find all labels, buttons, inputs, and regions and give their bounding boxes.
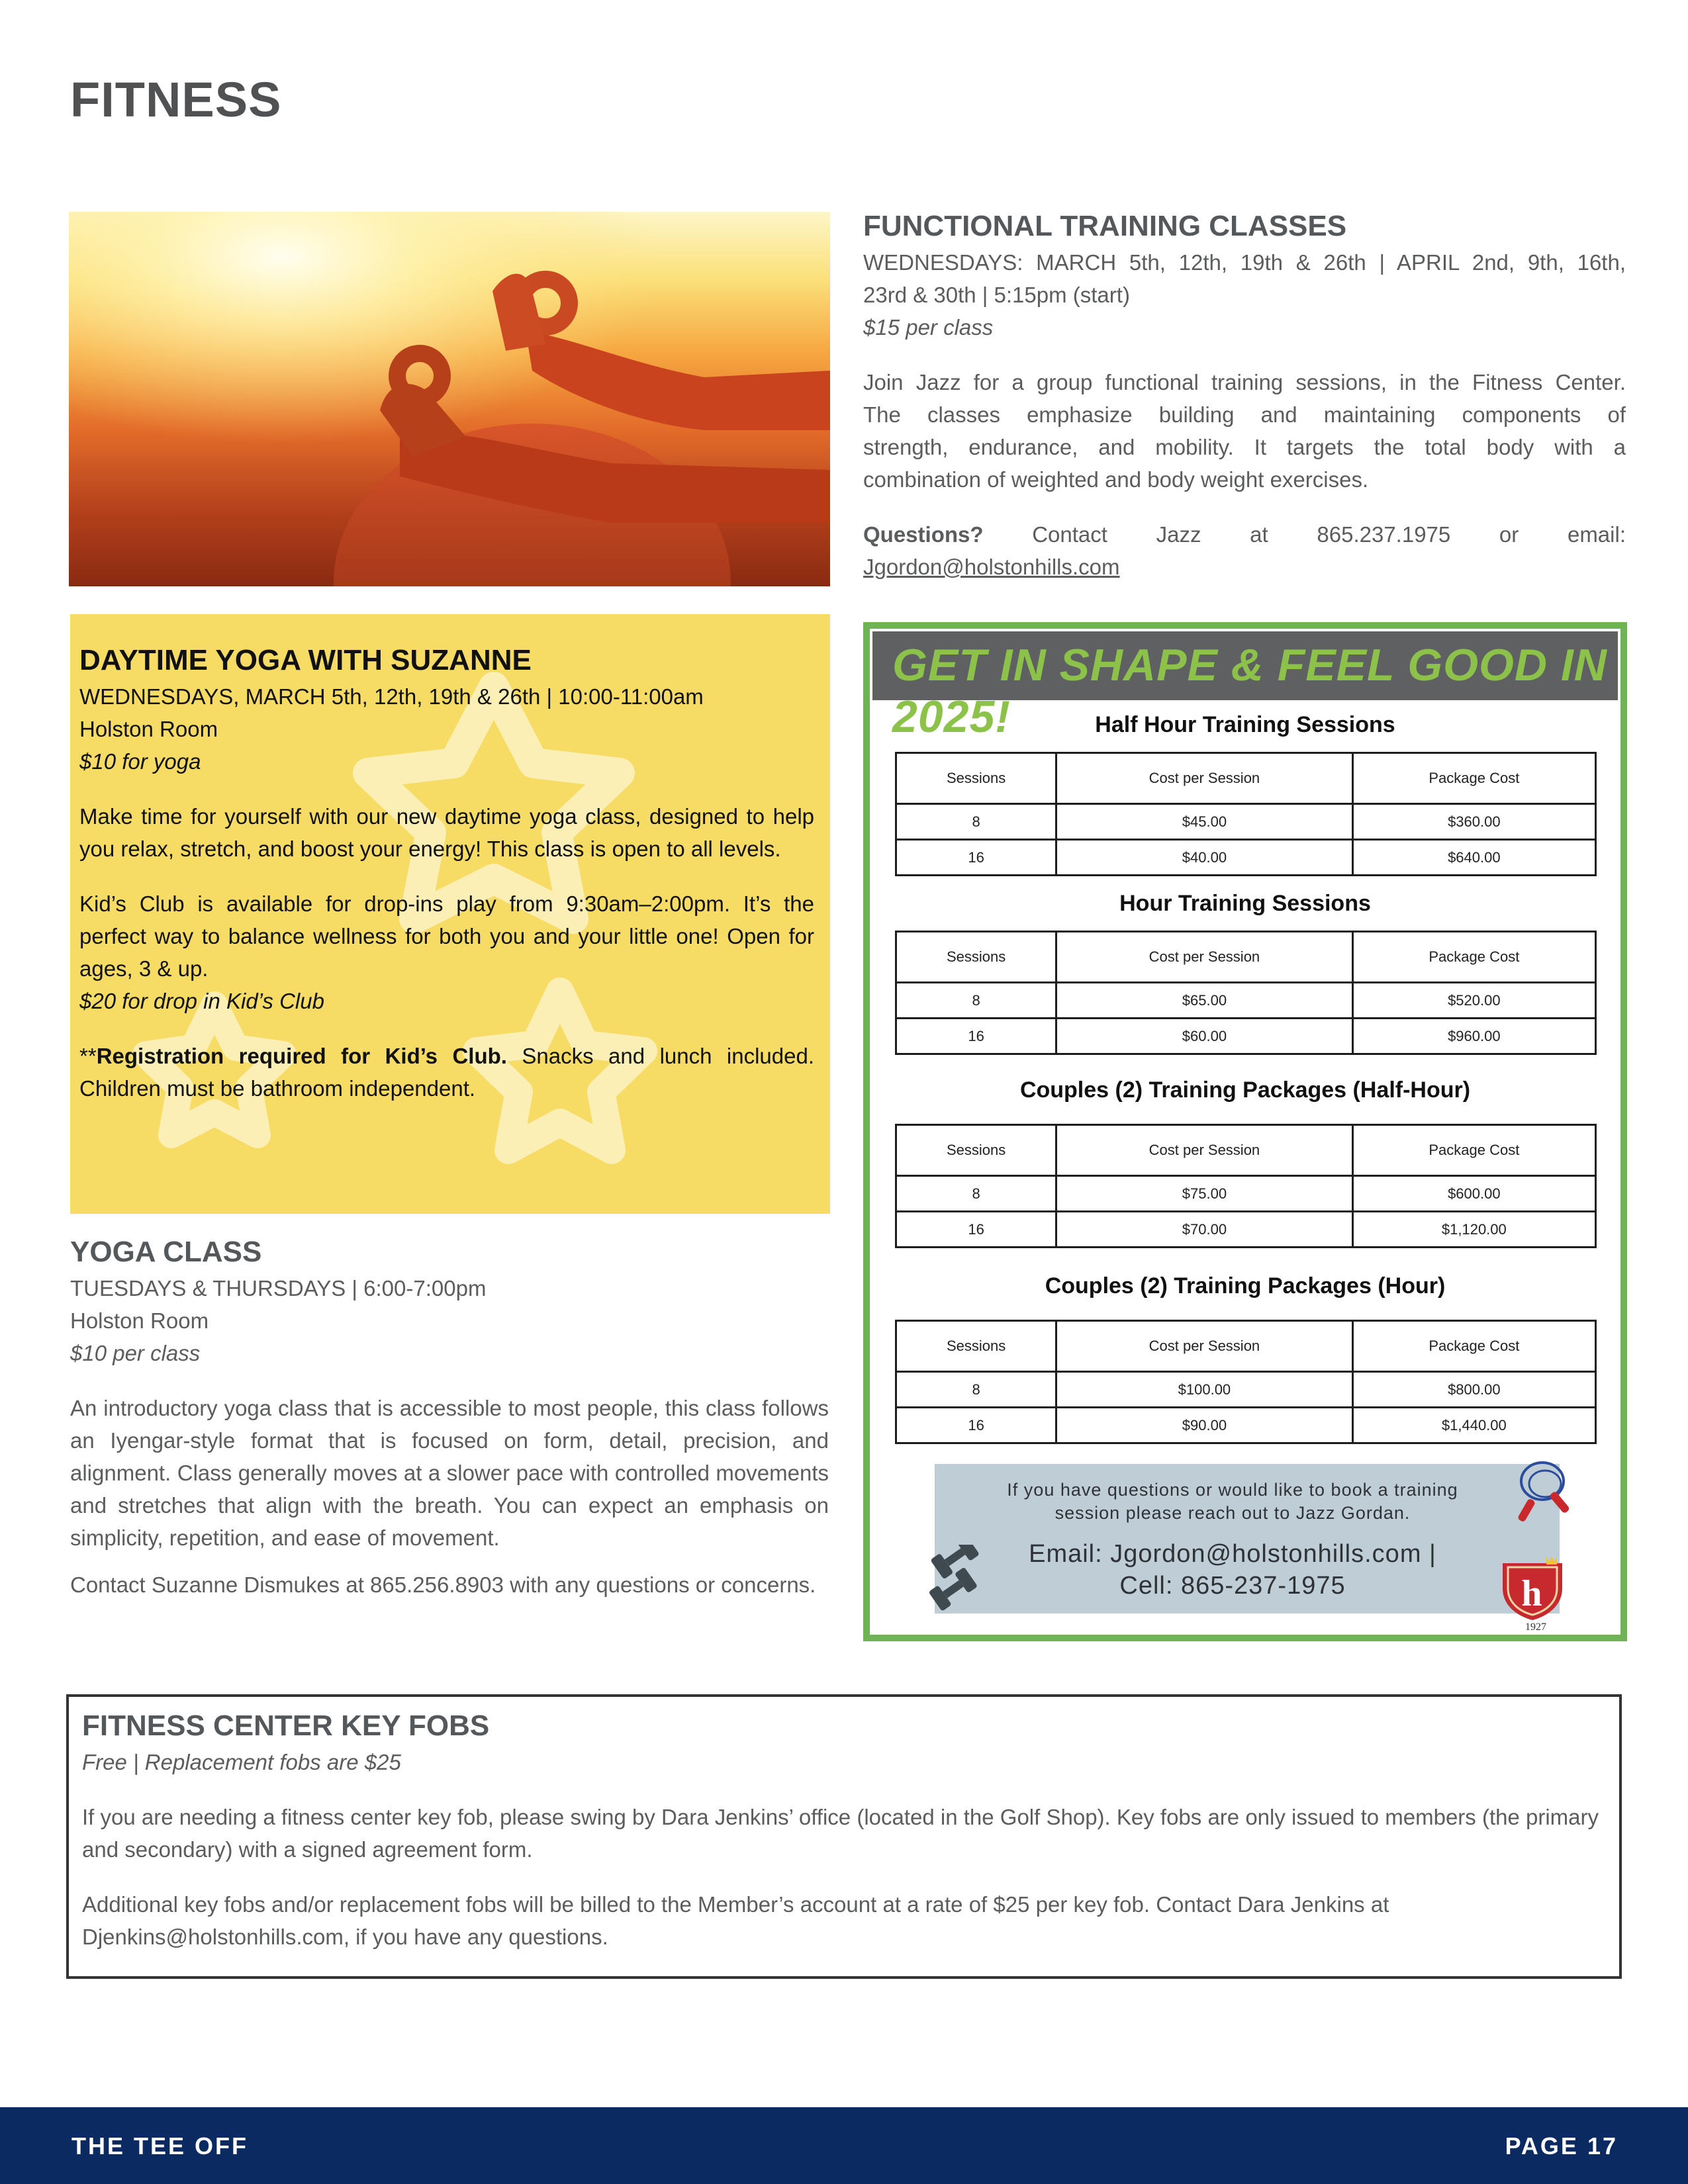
col-header-package: Package Cost	[1352, 753, 1595, 804]
functional-desc-line: The classes emphasize building and maintaining components of	[863, 402, 1626, 427]
booking-info-box	[935, 1464, 1560, 1614]
training-pricing-box	[863, 622, 1627, 1641]
table-cell: $45.00	[1056, 804, 1353, 840]
table-cell: $65.00	[1056, 983, 1353, 1019]
key-fobs-p1: If you are needing a fitness center key fob, please swing by Dara Jenkins’ office (located in the Golf Shop). Key fobs are only issued to members (the primary and secondary) with a signed agreement form.	[82, 1805, 1599, 1862]
yoga-class-section	[70, 1232, 829, 1601]
daytime-yoga-location: Holston Room	[79, 717, 218, 741]
table-cell: 8	[896, 1176, 1056, 1212]
table-cell: $640.00	[1352, 840, 1595, 876]
functional-price: $15 per class	[863, 315, 994, 340]
registration-note	[79, 1040, 814, 1105]
table-title: Couples (2) Training Packages (Half-Hour)	[1019, 1077, 1471, 1103]
kids-club-desc: Kid’s Club is available for drop-ins play from 9:30am–2:00pm. It’s the perfect way to balance wellness for both you and your little one! Open for ages, 3 & up.	[79, 891, 814, 981]
crest-year: 1927	[1525, 1621, 1546, 1633]
functional-email-link[interactable]: Jgordon@holstonhills.com	[863, 555, 1120, 579]
pricing-table-hour	[895, 931, 1597, 1055]
table-cell: $960.00	[1352, 1019, 1595, 1054]
yoga-class-title: YOGA CLASS	[70, 1236, 262, 1268]
daytime-yoga-box	[70, 614, 830, 1214]
crest-letter: h	[1521, 1573, 1542, 1614]
booking-question: If you have questions or would like to book a training session please reach out to Jazz Gordan.	[1007, 1480, 1458, 1523]
table-cell: $1,120.00	[1352, 1212, 1595, 1248]
table-cell: 8	[896, 983, 1056, 1019]
key-fobs-section	[66, 1694, 1622, 1979]
questions-label: Questions?	[863, 522, 984, 547]
table-cell: 16	[896, 1408, 1056, 1443]
col-header-sessions: Sessions	[896, 753, 1056, 804]
questions-text: Contact Jazz at 865.237.1975 or email:	[983, 522, 1626, 547]
pricing-table-couples-half-hour	[895, 1124, 1597, 1248]
yoga-class-schedule: TUESDAYS & THURSDAYS | 6:00-7:00pm	[70, 1276, 487, 1300]
table-cell: $1,440.00	[1352, 1408, 1595, 1443]
table-cell: 8	[896, 804, 1056, 840]
yoga-hands-photo	[69, 212, 830, 586]
table-cell: $520.00	[1352, 983, 1595, 1019]
col-header-sessions: Sessions	[896, 1321, 1056, 1372]
col-header-cost: Cost per Session	[1056, 932, 1353, 983]
jump-rope-icon	[1516, 1457, 1595, 1530]
table-cell: $60.00	[1056, 1019, 1353, 1054]
pricing-table-half-hour	[895, 752, 1597, 876]
col-header-package: Package Cost	[1352, 1321, 1595, 1372]
col-header-cost: Cost per Session	[1056, 1125, 1353, 1176]
table-cell: $40.00	[1056, 840, 1353, 876]
page-title: FITNESS	[70, 72, 282, 127]
footer-page-number: PAGE 17	[1505, 2132, 1618, 2160]
pricing-table-couples-hour	[895, 1320, 1597, 1444]
daytime-yoga-desc: Make time for yourself with our new daytime yoga class, designed to help you relax, stretch, and boost your energy! This class is open to all levels.	[79, 804, 814, 861]
functional-questions	[863, 518, 1626, 551]
table-title: Half Hour Training Sessions	[1095, 712, 1395, 737]
training-banner-text: GET IN SHAPE & FEEL GOOD IN 2025!	[892, 640, 1607, 742]
col-header-sessions: Sessions	[896, 932, 1056, 983]
table-cell: 16	[896, 840, 1056, 876]
functional-desc-line: Join Jazz for a group functional training sessions, in the Fitness Center.	[863, 370, 1626, 394]
yoga-class-desc: An introductory yoga class that is accessible to most people, this class follows an Iyengar-style format that is focused on form, detail, precision, and alignment. Class generally moves at a slower pace with controlled movements and stretches that align with the breath. You can expect an emphasis on simplicity, repetition, and ease of movement.	[70, 1396, 829, 1550]
table-cell: $800.00	[1352, 1372, 1595, 1408]
table-cell: $90.00	[1056, 1408, 1353, 1443]
col-header-package: Package Cost	[1352, 1125, 1595, 1176]
kids-club-price: $20 for drop in Kid’s Club	[79, 989, 324, 1013]
table-cell: $75.00	[1056, 1176, 1353, 1212]
table-cell: $600.00	[1352, 1176, 1595, 1212]
dumbbell-icon	[921, 1545, 1001, 1617]
daytime-yoga-price: $10 for yoga	[79, 749, 201, 774]
registration-rest: Snacks and lunch included. Children must be bathroom independent.	[79, 1044, 814, 1101]
functional-desc-line: strength, endurance, and mobility. It targets the total body with a	[863, 435, 1626, 459]
club-crest-logo	[1496, 1555, 1569, 1621]
col-header-cost: Cost per Session	[1056, 753, 1353, 804]
functional-schedule-line2: 23rd & 30th | 5:15pm (start)	[863, 283, 1130, 307]
booking-contact	[968, 1538, 1497, 1602]
functional-schedule-line1: WEDNESDAYS: MARCH 5th, 12th, 19th & 26th | APRIL 2nd, 9th, 16th,	[863, 250, 1626, 275]
table-title: Couples (2) Training Packages (Hour)	[1045, 1273, 1446, 1298]
yoga-class-location: Holston Room	[70, 1308, 209, 1333]
registration-prefix: **	[79, 1044, 97, 1068]
registration-bold: Registration required for Kid’s Club.	[96, 1044, 507, 1068]
table-cell: $100.00	[1056, 1372, 1353, 1408]
table-cell: 16	[896, 1019, 1056, 1054]
yoga-class-price: $10 per class	[70, 1341, 201, 1365]
col-header-sessions: Sessions	[896, 1125, 1056, 1176]
key-fobs-p2: Additional key fobs and/or replacement fobs will be billed to the Member’s account at a rate of $25 per key fob. Contact Dara Jenkins at Djenkins@holstonhills.com, if you have any questions.	[82, 1892, 1389, 1949]
functional-training-title: FUNCTIONAL TRAINING CLASSES	[863, 210, 1347, 242]
table-cell: 8	[896, 1372, 1056, 1408]
table-cell: 16	[896, 1212, 1056, 1248]
daytime-yoga-title: DAYTIME YOGA WITH SUZANNE	[79, 644, 532, 676]
table-cell: $70.00	[1056, 1212, 1353, 1248]
functional-desc-line: combination of weighted and body weight exercises.	[863, 467, 1369, 492]
functional-training-section	[863, 206, 1626, 583]
booking-cell[interactable]: Cell: 865-237-1975	[1119, 1572, 1346, 1600]
col-header-cost: Cost per Session	[1056, 1321, 1353, 1372]
page-footer	[0, 2107, 1688, 2184]
yoga-class-contact: Contact Suzanne Dismukes at 865.256.8903 with any questions or concerns.	[70, 1572, 816, 1597]
table-cell: $360.00	[1352, 804, 1595, 840]
daytime-yoga-schedule: WEDNESDAYS, MARCH 5th, 12th, 19th & 26th | 10:00-11:00am	[79, 684, 704, 709]
booking-email[interactable]: Email: Jgordon@holstonhills.com |	[1029, 1540, 1436, 1568]
col-header-package: Package Cost	[1352, 932, 1595, 983]
table-title: Hour Training Sessions	[1119, 891, 1371, 916]
footer-publication: THE TEE OFF	[71, 2132, 248, 2160]
key-fobs-price: Free | Replacement fobs are $25	[82, 1750, 401, 1774]
key-fobs-title: FITNESS CENTER KEY FOBS	[82, 1709, 490, 1742]
